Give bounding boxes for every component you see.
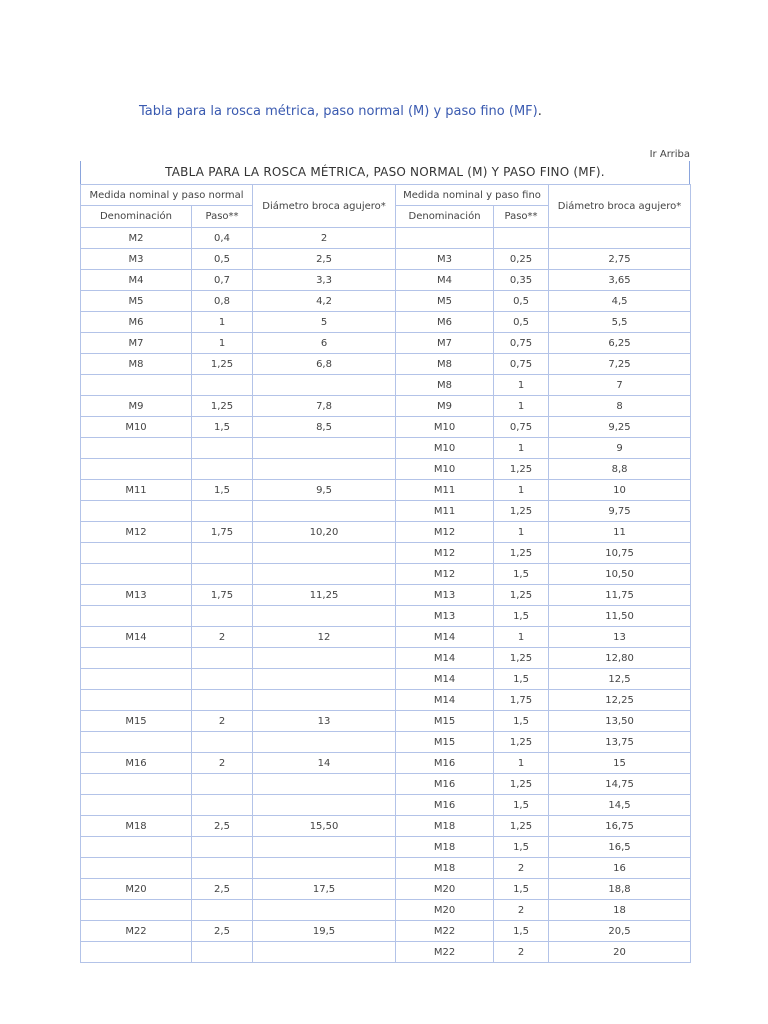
paso-normal-cell: 2,5 bbox=[192, 921, 253, 942]
paso-fine-cell: 0,35 bbox=[494, 270, 549, 291]
denom-fine-cell: M6 bbox=[396, 312, 494, 333]
paso-fine-cell: 1,5 bbox=[494, 669, 549, 690]
table-row bbox=[81, 690, 691, 711]
denom-normal-cell bbox=[81, 669, 192, 690]
table-row bbox=[81, 543, 691, 564]
table-row bbox=[81, 270, 691, 291]
diam-normal-cell bbox=[253, 375, 396, 396]
header-denom-normal: Denominación bbox=[81, 206, 192, 228]
paso-fine-cell: 0,5 bbox=[494, 312, 549, 333]
table-row bbox=[81, 228, 691, 249]
diam-fine-cell: 14,75 bbox=[549, 774, 691, 795]
denom-fine-cell: M14 bbox=[396, 669, 494, 690]
paso-normal-cell: 2,5 bbox=[192, 816, 253, 837]
paso-fine-cell: 1,5 bbox=[494, 711, 549, 732]
diam-fine-cell: 13,50 bbox=[549, 711, 691, 732]
denom-normal-cell: M12 bbox=[81, 522, 192, 543]
denom-fine-cell: M13 bbox=[396, 585, 494, 606]
table-body bbox=[81, 228, 691, 963]
denom-normal-cell: M5 bbox=[81, 291, 192, 312]
table-row bbox=[81, 900, 691, 921]
diam-normal-cell: 8,5 bbox=[253, 417, 396, 438]
diam-normal-cell: 5 bbox=[253, 312, 396, 333]
paso-fine-cell: 1,5 bbox=[494, 837, 549, 858]
diam-fine-cell: 5,5 bbox=[549, 312, 691, 333]
table-row bbox=[81, 354, 691, 375]
diam-fine-cell: 16,75 bbox=[549, 816, 691, 837]
diam-fine-cell: 8 bbox=[549, 396, 691, 417]
denom-fine-cell: M10 bbox=[396, 438, 494, 459]
denom-normal-cell: M18 bbox=[81, 816, 192, 837]
paso-normal-cell: 0,8 bbox=[192, 291, 253, 312]
diam-normal-cell bbox=[253, 900, 396, 921]
table-row bbox=[81, 711, 691, 732]
diam-fine-cell: 11,50 bbox=[549, 606, 691, 627]
denom-fine-cell: M3 bbox=[396, 249, 494, 270]
denom-normal-cell bbox=[81, 564, 192, 585]
table-row bbox=[81, 921, 691, 942]
denom-fine-cell: M10 bbox=[396, 417, 494, 438]
paso-fine-cell: 1 bbox=[494, 396, 549, 417]
table-row bbox=[81, 375, 691, 396]
denom-fine-cell: M11 bbox=[396, 501, 494, 522]
denom-fine-cell: M18 bbox=[396, 816, 494, 837]
diam-fine-cell: 4,5 bbox=[549, 291, 691, 312]
paso-fine-cell: 2 bbox=[494, 858, 549, 879]
table-row bbox=[81, 753, 691, 774]
denom-normal-cell: M8 bbox=[81, 354, 192, 375]
denom-normal-cell: M11 bbox=[81, 480, 192, 501]
denom-fine-cell: M22 bbox=[396, 942, 494, 963]
diam-normal-cell: 9,5 bbox=[253, 480, 396, 501]
diam-normal-cell bbox=[253, 858, 396, 879]
paso-normal-cell bbox=[192, 690, 253, 711]
page-heading-text: Tabla para la rosca métrica, paso normal (M) y paso fino (MF) bbox=[139, 104, 538, 119]
paso-fine-cell: 1,75 bbox=[494, 690, 549, 711]
paso-normal-cell: 1,75 bbox=[192, 585, 253, 606]
denom-fine-cell: M12 bbox=[396, 522, 494, 543]
paso-fine-cell: 0,75 bbox=[494, 417, 549, 438]
denom-fine-cell: M5 bbox=[396, 291, 494, 312]
denom-fine-cell: M22 bbox=[396, 921, 494, 942]
denom-normal-cell: M9 bbox=[81, 396, 192, 417]
paso-fine-cell: 1 bbox=[494, 627, 549, 648]
denom-fine-cell: M18 bbox=[396, 858, 494, 879]
diam-fine-cell: 9,75 bbox=[549, 501, 691, 522]
diam-fine-cell: 12,25 bbox=[549, 690, 691, 711]
denom-fine-cell: M14 bbox=[396, 627, 494, 648]
table-row bbox=[81, 585, 691, 606]
paso-fine-cell: 1 bbox=[494, 753, 549, 774]
diam-fine-cell: 18 bbox=[549, 900, 691, 921]
paso-normal-cell: 2 bbox=[192, 711, 253, 732]
diam-normal-cell bbox=[253, 501, 396, 522]
denom-normal-cell bbox=[81, 375, 192, 396]
diam-normal-cell bbox=[253, 669, 396, 690]
paso-normal-cell bbox=[192, 501, 253, 522]
paso-fine-cell: 1,5 bbox=[494, 795, 549, 816]
table-row bbox=[81, 795, 691, 816]
table-row bbox=[81, 291, 691, 312]
diam-normal-cell bbox=[253, 942, 396, 963]
paso-fine-cell: 1,25 bbox=[494, 816, 549, 837]
diam-normal-cell: 10,20 bbox=[253, 522, 396, 543]
denom-fine-cell bbox=[396, 228, 494, 249]
thread-table-container bbox=[80, 161, 690, 963]
diam-fine-cell: 3,65 bbox=[549, 270, 691, 291]
page-heading[interactable] bbox=[139, 104, 542, 119]
paso-normal-cell: 1 bbox=[192, 333, 253, 354]
diam-fine-cell: 9 bbox=[549, 438, 691, 459]
table-caption: TABLA PARA LA ROSCA MÉTRICA, PASO NORMAL (M) Y PASO FINO (MF). bbox=[80, 161, 690, 184]
denom-normal-cell: M13 bbox=[81, 585, 192, 606]
diam-normal-cell bbox=[253, 438, 396, 459]
table-row bbox=[81, 417, 691, 438]
header-paso-fine: Paso** bbox=[494, 206, 549, 228]
header-paso-normal: Paso** bbox=[192, 206, 253, 228]
paso-normal-cell bbox=[192, 375, 253, 396]
paso-fine-cell: 1,25 bbox=[494, 774, 549, 795]
diam-fine-cell: 16,5 bbox=[549, 837, 691, 858]
diam-normal-cell: 13 bbox=[253, 711, 396, 732]
table-row bbox=[81, 522, 691, 543]
table-row bbox=[81, 879, 691, 900]
table-row bbox=[81, 942, 691, 963]
paso-fine-cell: 1 bbox=[494, 375, 549, 396]
page-heading-period: . bbox=[537, 104, 542, 119]
denom-fine-cell: M20 bbox=[396, 900, 494, 921]
diam-normal-cell bbox=[253, 732, 396, 753]
paso-fine-cell: 0,5 bbox=[494, 291, 549, 312]
diam-fine-cell: 11 bbox=[549, 522, 691, 543]
denom-fine-cell: M16 bbox=[396, 795, 494, 816]
diam-fine-cell: 11,75 bbox=[549, 585, 691, 606]
paso-normal-cell bbox=[192, 669, 253, 690]
paso-normal-cell: 1,5 bbox=[192, 417, 253, 438]
denom-fine-cell: M13 bbox=[396, 606, 494, 627]
denom-fine-cell: M12 bbox=[396, 543, 494, 564]
denom-normal-cell bbox=[81, 438, 192, 459]
table-row bbox=[81, 648, 691, 669]
table-row bbox=[81, 396, 691, 417]
paso-normal-cell bbox=[192, 900, 253, 921]
paso-normal-cell bbox=[192, 795, 253, 816]
paso-fine-cell: 1,5 bbox=[494, 564, 549, 585]
table-row bbox=[81, 312, 691, 333]
paso-normal-cell: 2 bbox=[192, 627, 253, 648]
paso-normal-cell bbox=[192, 438, 253, 459]
paso-fine-cell: 1,5 bbox=[494, 879, 549, 900]
paso-fine-cell: 1,25 bbox=[494, 459, 549, 480]
diam-normal-cell bbox=[253, 837, 396, 858]
table-row bbox=[81, 627, 691, 648]
paso-normal-cell: 1,25 bbox=[192, 396, 253, 417]
table-row bbox=[81, 669, 691, 690]
paso-normal-cell bbox=[192, 543, 253, 564]
paso-normal-cell: 1,25 bbox=[192, 354, 253, 375]
denom-fine-cell: M9 bbox=[396, 396, 494, 417]
diam-normal-cell bbox=[253, 459, 396, 480]
denom-fine-cell: M12 bbox=[396, 564, 494, 585]
diam-normal-cell: 6,8 bbox=[253, 354, 396, 375]
diam-fine-cell: 13,75 bbox=[549, 732, 691, 753]
paso-normal-cell bbox=[192, 774, 253, 795]
paso-normal-cell: 0,4 bbox=[192, 228, 253, 249]
paso-fine-cell: 1 bbox=[494, 438, 549, 459]
denom-fine-cell: M8 bbox=[396, 354, 494, 375]
diam-fine-cell: 13 bbox=[549, 627, 691, 648]
denom-fine-cell: M16 bbox=[396, 753, 494, 774]
denom-fine-cell: M15 bbox=[396, 711, 494, 732]
table-row bbox=[81, 606, 691, 627]
header-row-top bbox=[81, 185, 691, 206]
denom-normal-cell: M16 bbox=[81, 753, 192, 774]
diam-fine-cell bbox=[549, 228, 691, 249]
diam-fine-cell: 12,5 bbox=[549, 669, 691, 690]
denom-fine-cell: M14 bbox=[396, 690, 494, 711]
diam-normal-cell: 11,25 bbox=[253, 585, 396, 606]
denom-normal-cell bbox=[81, 795, 192, 816]
paso-normal-cell: 1,5 bbox=[192, 480, 253, 501]
denom-normal-cell bbox=[81, 900, 192, 921]
ir-arriba-link[interactable]: Ir Arriba bbox=[649, 149, 690, 160]
diam-fine-cell: 10 bbox=[549, 480, 691, 501]
diam-fine-cell: 16 bbox=[549, 858, 691, 879]
table-row bbox=[81, 459, 691, 480]
paso-normal-cell bbox=[192, 942, 253, 963]
table-row bbox=[81, 858, 691, 879]
table-header bbox=[81, 185, 691, 228]
table-row bbox=[81, 837, 691, 858]
header-diam-fine: Diámetro broca agujero* bbox=[549, 185, 691, 228]
denom-normal-cell bbox=[81, 858, 192, 879]
paso-normal-cell: 2,5 bbox=[192, 879, 253, 900]
paso-fine-cell: 2 bbox=[494, 900, 549, 921]
diam-fine-cell: 10,75 bbox=[549, 543, 691, 564]
denom-normal-cell: M4 bbox=[81, 270, 192, 291]
paso-normal-cell bbox=[192, 648, 253, 669]
paso-normal-cell bbox=[192, 858, 253, 879]
diam-normal-cell: 2 bbox=[253, 228, 396, 249]
paso-fine-cell: 1 bbox=[494, 480, 549, 501]
paso-fine-cell: 1,25 bbox=[494, 501, 549, 522]
header-normal-group: Medida nominal y paso normal bbox=[81, 185, 253, 206]
paso-normal-cell: 2 bbox=[192, 753, 253, 774]
table-row bbox=[81, 249, 691, 270]
paso-normal-cell: 0,5 bbox=[192, 249, 253, 270]
diam-fine-cell: 12,80 bbox=[549, 648, 691, 669]
table-row bbox=[81, 480, 691, 501]
denom-normal-cell bbox=[81, 501, 192, 522]
paso-fine-cell: 0,75 bbox=[494, 354, 549, 375]
denom-normal-cell: M7 bbox=[81, 333, 192, 354]
paso-fine-cell: 1,25 bbox=[494, 585, 549, 606]
paso-fine-cell: 1 bbox=[494, 522, 549, 543]
paso-fine-cell: 2 bbox=[494, 942, 549, 963]
diam-normal-cell: 3,3 bbox=[253, 270, 396, 291]
denom-normal-cell bbox=[81, 837, 192, 858]
table-row bbox=[81, 438, 691, 459]
denom-fine-cell: M4 bbox=[396, 270, 494, 291]
paso-normal-cell bbox=[192, 459, 253, 480]
diam-fine-cell: 8,8 bbox=[549, 459, 691, 480]
denom-normal-cell bbox=[81, 690, 192, 711]
diam-fine-cell: 15 bbox=[549, 753, 691, 774]
paso-normal-cell: 1,75 bbox=[192, 522, 253, 543]
paso-fine-cell: 1,25 bbox=[494, 543, 549, 564]
diam-fine-cell: 20,5 bbox=[549, 921, 691, 942]
paso-fine-cell: 0,25 bbox=[494, 249, 549, 270]
table-row bbox=[81, 333, 691, 354]
diam-fine-cell: 7,25 bbox=[549, 354, 691, 375]
table-row bbox=[81, 501, 691, 522]
paso-normal-cell: 1 bbox=[192, 312, 253, 333]
denom-fine-cell: M18 bbox=[396, 837, 494, 858]
diam-normal-cell: 6 bbox=[253, 333, 396, 354]
denom-normal-cell: M10 bbox=[81, 417, 192, 438]
denom-fine-cell: M11 bbox=[396, 480, 494, 501]
diam-fine-cell: 2,75 bbox=[549, 249, 691, 270]
diam-fine-cell: 18,8 bbox=[549, 879, 691, 900]
paso-normal-cell bbox=[192, 606, 253, 627]
diam-normal-cell bbox=[253, 543, 396, 564]
diam-normal-cell: 14 bbox=[253, 753, 396, 774]
diam-normal-cell: 12 bbox=[253, 627, 396, 648]
denom-fine-cell: M14 bbox=[396, 648, 494, 669]
denom-normal-cell: M3 bbox=[81, 249, 192, 270]
diam-fine-cell: 14,5 bbox=[549, 795, 691, 816]
diam-normal-cell: 7,8 bbox=[253, 396, 396, 417]
diam-fine-cell: 6,25 bbox=[549, 333, 691, 354]
paso-fine-cell: 1,25 bbox=[494, 732, 549, 753]
diam-fine-cell: 20 bbox=[549, 942, 691, 963]
denom-fine-cell: M16 bbox=[396, 774, 494, 795]
table-row bbox=[81, 774, 691, 795]
diam-fine-cell: 9,25 bbox=[549, 417, 691, 438]
diam-normal-cell bbox=[253, 690, 396, 711]
diam-normal-cell: 2,5 bbox=[253, 249, 396, 270]
paso-fine-cell bbox=[494, 228, 549, 249]
denom-fine-cell: M10 bbox=[396, 459, 494, 480]
denom-fine-cell: M8 bbox=[396, 375, 494, 396]
denom-normal-cell bbox=[81, 732, 192, 753]
paso-fine-cell: 1,5 bbox=[494, 921, 549, 942]
diam-normal-cell bbox=[253, 795, 396, 816]
paso-fine-cell: 1,25 bbox=[494, 648, 549, 669]
denom-fine-cell: M7 bbox=[396, 333, 494, 354]
denom-normal-cell: M14 bbox=[81, 627, 192, 648]
denom-normal-cell bbox=[81, 606, 192, 627]
paso-normal-cell: 0,7 bbox=[192, 270, 253, 291]
table-row bbox=[81, 732, 691, 753]
header-fine-group: Medida nominal y paso fino bbox=[396, 185, 549, 206]
header-diam-normal: Diámetro broca agujero* bbox=[253, 185, 396, 228]
denom-normal-cell bbox=[81, 774, 192, 795]
diam-normal-cell bbox=[253, 564, 396, 585]
diam-normal-cell: 19,5 bbox=[253, 921, 396, 942]
thread-table bbox=[80, 184, 691, 963]
denom-normal-cell bbox=[81, 942, 192, 963]
paso-normal-cell bbox=[192, 564, 253, 585]
diam-normal-cell: 17,5 bbox=[253, 879, 396, 900]
diam-normal-cell: 4,2 bbox=[253, 291, 396, 312]
paso-normal-cell bbox=[192, 837, 253, 858]
header-denom-fine: Denominación bbox=[396, 206, 494, 228]
denom-normal-cell: M2 bbox=[81, 228, 192, 249]
diam-normal-cell bbox=[253, 774, 396, 795]
denom-normal-cell bbox=[81, 543, 192, 564]
denom-normal-cell: M20 bbox=[81, 879, 192, 900]
paso-fine-cell: 1,5 bbox=[494, 606, 549, 627]
diam-normal-cell bbox=[253, 648, 396, 669]
denom-normal-cell: M6 bbox=[81, 312, 192, 333]
denom-normal-cell: M22 bbox=[81, 921, 192, 942]
table-row bbox=[81, 816, 691, 837]
denom-fine-cell: M15 bbox=[396, 732, 494, 753]
denom-normal-cell bbox=[81, 459, 192, 480]
diam-normal-cell: 15,50 bbox=[253, 816, 396, 837]
diam-fine-cell: 10,50 bbox=[549, 564, 691, 585]
diam-normal-cell bbox=[253, 606, 396, 627]
paso-fine-cell: 0,75 bbox=[494, 333, 549, 354]
denom-normal-cell: M15 bbox=[81, 711, 192, 732]
diam-fine-cell: 7 bbox=[549, 375, 691, 396]
denom-normal-cell bbox=[81, 648, 192, 669]
denom-fine-cell: M20 bbox=[396, 879, 494, 900]
paso-normal-cell bbox=[192, 732, 253, 753]
table-row bbox=[81, 564, 691, 585]
